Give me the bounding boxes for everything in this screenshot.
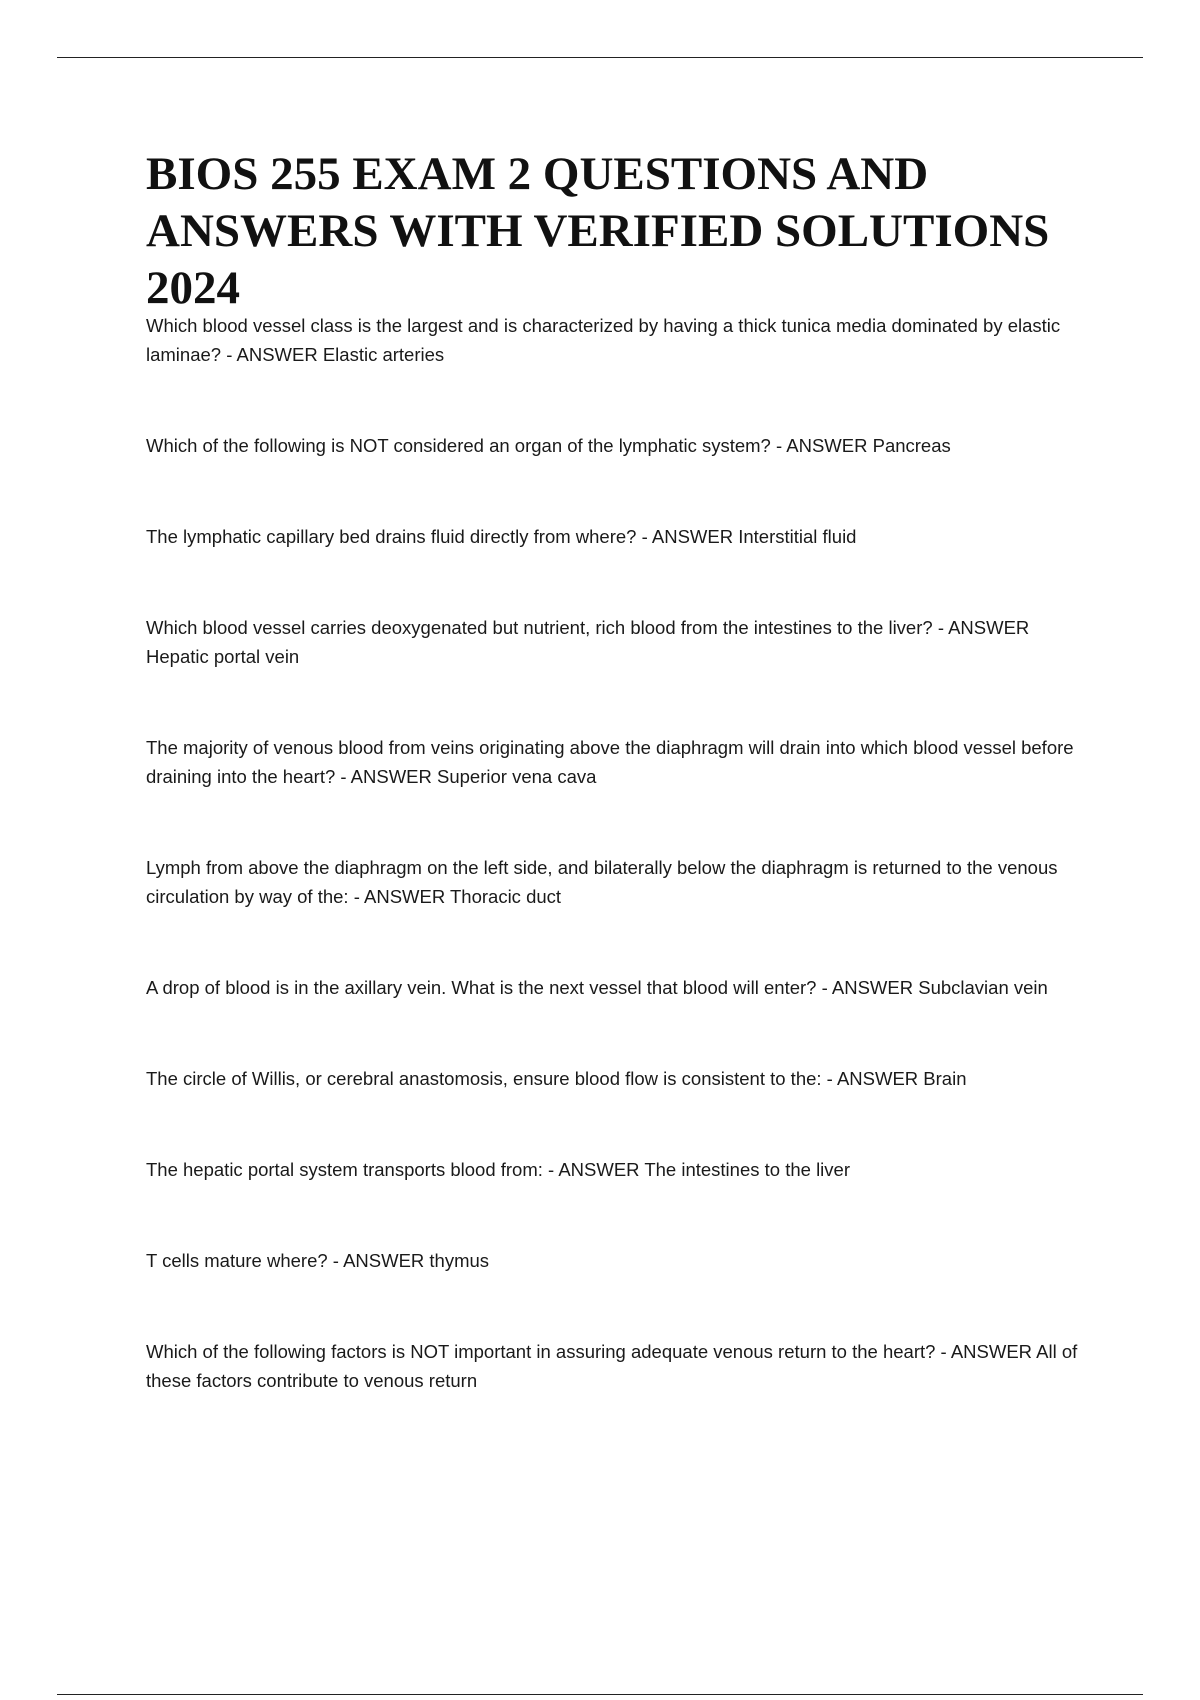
qa-item: The lymphatic capillary bed drains fluid directly from where? - ANSWER Interstitial fluid — [146, 526, 857, 547]
qa-item: The majority of venous blood from veins originating above the diaphragm will drain into which blood vessel before draining into the heart? - ANSWER Superior vena cava — [146, 737, 1074, 787]
qa-item: Lymph from above the diaphragm on the left side, and bilaterally below the diaphragm is returned to the venous circulation by way of the: - ANSWER Thoracic duct — [146, 857, 1058, 907]
qa-item: The circle of Willis, or cerebral anastomosis, ensure blood flow is consistent to the: - ANSWER Brain — [146, 1068, 967, 1089]
qa-item: Which of the following factors is NOT important in assuring adequate venous return to the heart? - ANSWER All of these factors contribute to venous return — [146, 1341, 1078, 1391]
top-rule — [57, 57, 1143, 58]
qa-item: A drop of blood is in the axillary vein. What is the next vessel that blood will enter? - ANSWER Subclavian vein — [146, 977, 1048, 998]
qa-item: The hepatic portal system transports blood from: - ANSWER The intestines to the liver — [146, 1159, 850, 1180]
qa-item: Which of the following is NOT considered an organ of the lymphatic system? - ANSWER Pancreas — [146, 435, 951, 456]
qa-item: Which blood vessel carries deoxygenated but nutrient, rich blood from the intestines to the liver? - ANSWER Hepatic portal vein — [146, 617, 1030, 667]
qa-item: T cells mature where? - ANSWER thymus — [146, 1250, 490, 1271]
document-title: BIOS 255 EXAM 2 QUESTIONS AND ANSWERS WITH VERIFIED SOLUTIONS 2024 — [146, 148, 1050, 314]
qa-list — [146, 311, 1096, 1457]
bottom-rule — [57, 1694, 1143, 1695]
qa-item: Which blood vessel class is the largest and is characterized by having a thick tunica media dominated by elastic laminae? - ANSWER Elastic arteries — [146, 315, 1061, 365]
